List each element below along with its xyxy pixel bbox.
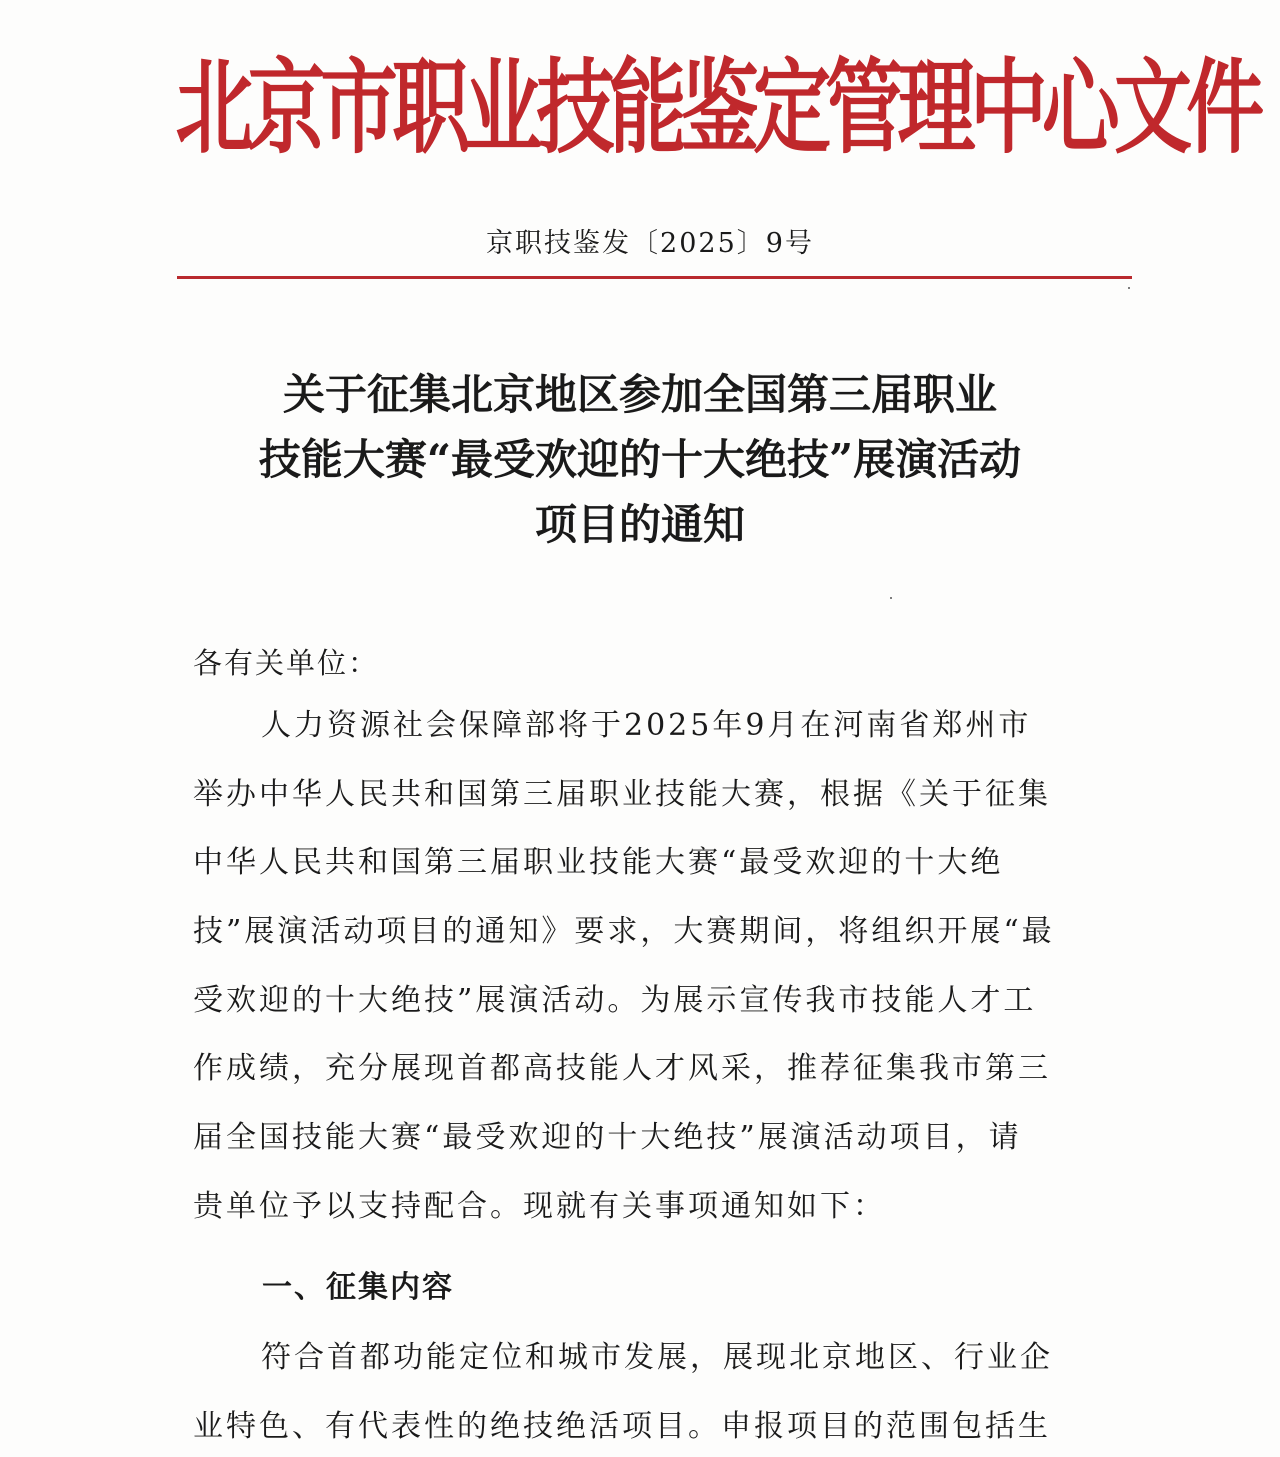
- org-header-title: 北京市职业技能鉴定管理中心文件: [175, 49, 1259, 168]
- notice-title-line: 项目的通知: [534, 500, 745, 549]
- notice-title: [0, 362, 1280, 557]
- paragraph-line: 业特色、有代表性的绝技绝活项目。申报项目的范围包括生: [193, 1409, 1051, 1444]
- paragraph-line: 符合首都功能定位和城市发展，展现北京地区、行业企: [261, 1340, 1053, 1375]
- paragraph-line: 中华人民共和国第三届职业技能大赛“最受欢迎的十大绝: [193, 845, 1004, 880]
- salutation: 各有关单位：: [193, 646, 380, 680]
- scan-speck: [890, 597, 892, 599]
- notice-title-line: 技能大赛“最受欢迎的十大绝技”展演活动: [258, 435, 1022, 484]
- section-heading: 一、征集内容: [262, 1270, 454, 1305]
- paragraph-line: 作成绩，充分展现首都高技能人才风采，推荐征集我市第三: [193, 1051, 1051, 1086]
- header-red-rule: [177, 276, 1132, 279]
- paragraph-line: 贵单位予以支持配合。现就有关事项通知如下：: [193, 1189, 886, 1224]
- notice-title-line: 关于征集北京地区参加全国第三届职业: [282, 370, 997, 419]
- scan-speck: [1128, 287, 1130, 289]
- paragraph-line: 技”展演活动项目的通知》要求，大赛期间，将组织开展“最: [193, 914, 1055, 949]
- paragraph-line: 人力资源社会保障部将于2025年9月在河南省郑州市: [261, 708, 1032, 743]
- paragraph-line: 届全国技能大赛“最受欢迎的十大绝技”展演活动项目，请: [193, 1120, 1022, 1155]
- paragraph-line: 举办中华人民共和国第三届职业技能大赛，根据《关于征集: [193, 777, 1051, 812]
- paragraph-line: 受欢迎的十大绝技”展演活动。为展示宣传我市技能人才工: [193, 983, 1037, 1018]
- document-number: 京职技鉴发〔2025〕9号: [486, 228, 814, 259]
